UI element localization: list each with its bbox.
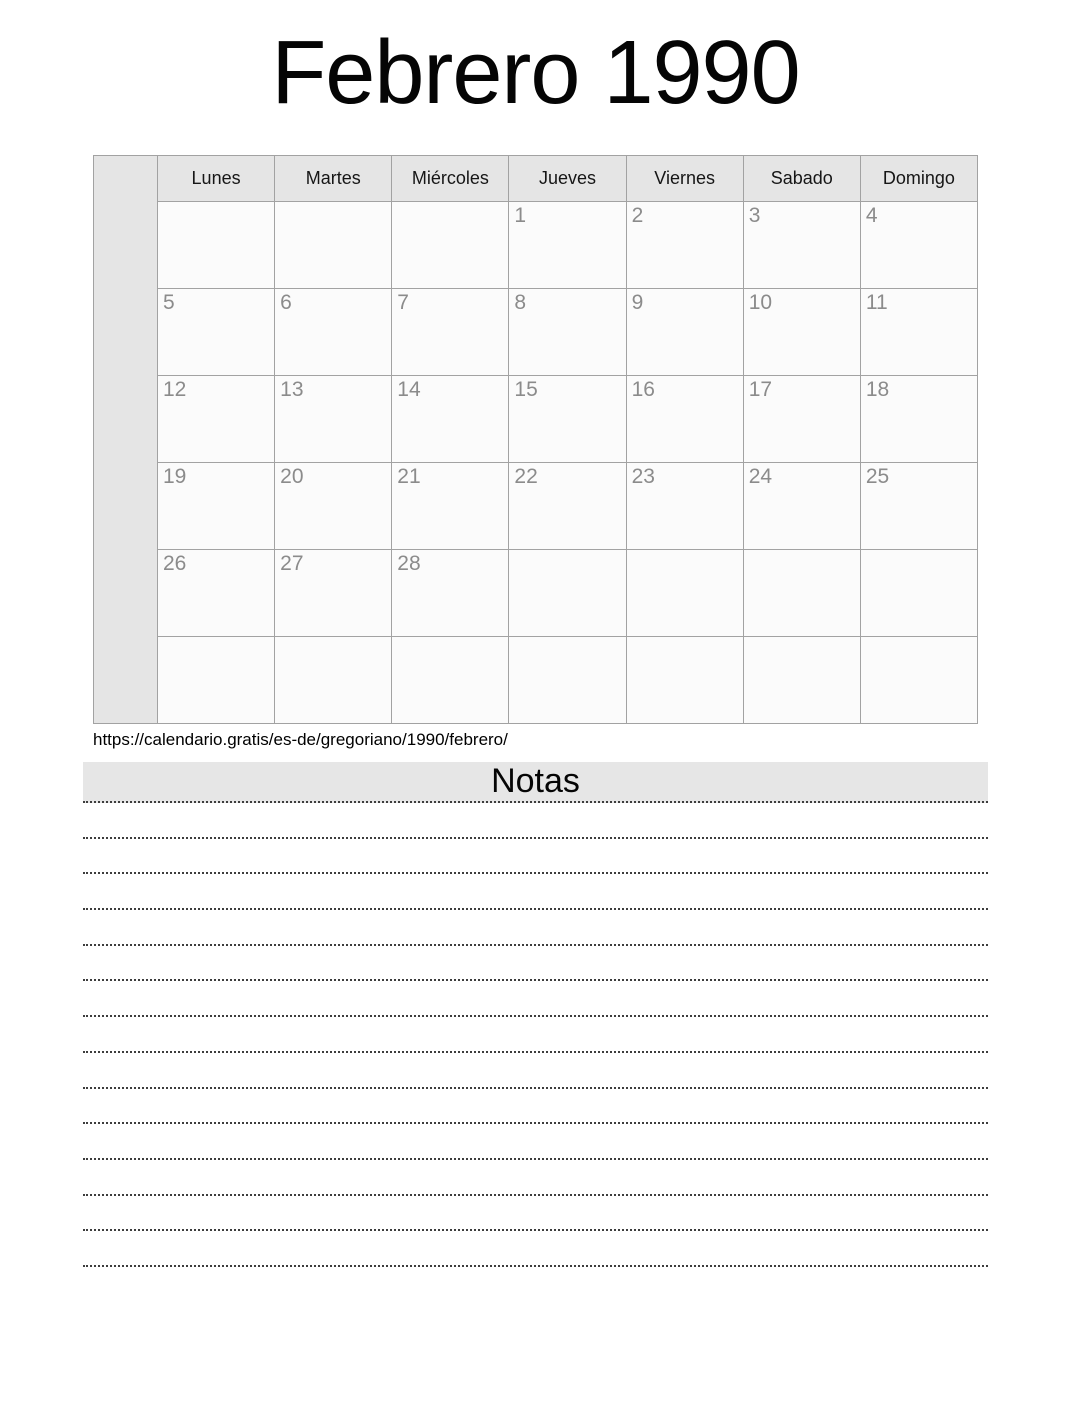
notes-ruled-line <box>83 946 988 982</box>
calendar-day-cell: 12 <box>158 376 275 463</box>
calendar-day-cell: 15 <box>509 376 626 463</box>
calendar-day-cell: 26 <box>158 550 275 637</box>
calendar-week-row <box>94 202 978 289</box>
calendar-day-cell: 10 <box>743 289 860 376</box>
calendar-day-cell: 4 <box>860 202 977 289</box>
calendar-day-cell: 18 <box>860 376 977 463</box>
notes-ruled-line <box>83 1089 988 1125</box>
calendar-week-row <box>94 637 978 724</box>
calendar-day-cell: 16 <box>626 376 743 463</box>
notes-heading-bar <box>83 762 988 803</box>
calendar-week-row <box>94 550 978 637</box>
calendar-empty-cell <box>392 637 509 724</box>
calendar-table-body <box>94 156 978 724</box>
calendar-day-cell: 28 <box>392 550 509 637</box>
calendar-day-cell: 25 <box>860 463 977 550</box>
weekday-header-lunes: Lunes <box>158 156 275 202</box>
calendar-day-cell: 11 <box>860 289 977 376</box>
calendar-empty-cell <box>158 202 275 289</box>
calendar-day-cell: 3 <box>743 202 860 289</box>
calendar-empty-cell <box>860 550 977 637</box>
notes-ruled-line <box>83 1017 988 1053</box>
calendar-empty-cell <box>860 637 977 724</box>
notes-ruled-line <box>83 910 988 946</box>
calendar-day-cell: 14 <box>392 376 509 463</box>
calendar-day-cell: 1 <box>509 202 626 289</box>
week-number-column <box>94 156 158 724</box>
calendar-day-cell: 24 <box>743 463 860 550</box>
notes-ruled-line <box>83 1124 988 1160</box>
page-title: Febrero 1990 <box>271 23 800 123</box>
calendar-day-cell: 17 <box>743 376 860 463</box>
notes-ruled-line <box>83 981 988 1017</box>
notes-ruled-line <box>83 874 988 910</box>
calendar-week-row <box>94 463 978 550</box>
notes-ruled-line <box>83 1231 988 1267</box>
calendar-empty-cell <box>392 202 509 289</box>
calendar-day-cell: 7 <box>392 289 509 376</box>
calendar-week-row <box>94 376 978 463</box>
calendar-empty-cell <box>626 550 743 637</box>
weekday-header-row <box>94 156 978 202</box>
weekday-header-viernes: Viernes <box>626 156 743 202</box>
calendar-day-cell: 22 <box>509 463 626 550</box>
calendar-day-cell: 2 <box>626 202 743 289</box>
calendar-empty-cell <box>158 637 275 724</box>
notes-section <box>83 762 988 1267</box>
calendar-day-cell: 9 <box>626 289 743 376</box>
weekday-header-martes: Martes <box>275 156 392 202</box>
calendar-empty-cell <box>743 637 860 724</box>
calendar-table <box>93 155 978 724</box>
weekday-header-domingo: Domingo <box>860 156 977 202</box>
notes-ruled-line <box>83 839 988 875</box>
calendar-empty-cell <box>275 637 392 724</box>
weekday-header-sabado: Sabado <box>743 156 860 202</box>
calendar-day-cell: 27 <box>275 550 392 637</box>
notes-ruled-line <box>83 1196 988 1232</box>
calendar-empty-cell <box>275 202 392 289</box>
calendar-day-cell: 8 <box>509 289 626 376</box>
calendar-week-row <box>94 289 978 376</box>
calendar-day-cell: 20 <box>275 463 392 550</box>
calendar-empty-cell <box>509 637 626 724</box>
calendar-day-cell: 6 <box>275 289 392 376</box>
calendar-day-cell: 21 <box>392 463 509 550</box>
source-url: https://calendario.gratis/es-de/gregoriano/1990/febrero/ <box>93 730 508 749</box>
calendar-empty-cell <box>626 637 743 724</box>
notes-ruled-lines <box>83 803 988 1267</box>
notes-ruled-line <box>83 1053 988 1089</box>
weekday-header-miercoles: Miércoles <box>392 156 509 202</box>
calendar-day-cell: 5 <box>158 289 275 376</box>
notes-ruled-line <box>83 803 988 839</box>
calendar-day-cell: 19 <box>158 463 275 550</box>
calendar-empty-cell <box>743 550 860 637</box>
calendar-day-cell: 13 <box>275 376 392 463</box>
calendar-day-cell: 23 <box>626 463 743 550</box>
calendar-empty-cell <box>509 550 626 637</box>
notes-ruled-line <box>83 1160 988 1196</box>
notes-heading-label: Notas <box>491 762 580 800</box>
weekday-header-jueves: Jueves <box>509 156 626 202</box>
